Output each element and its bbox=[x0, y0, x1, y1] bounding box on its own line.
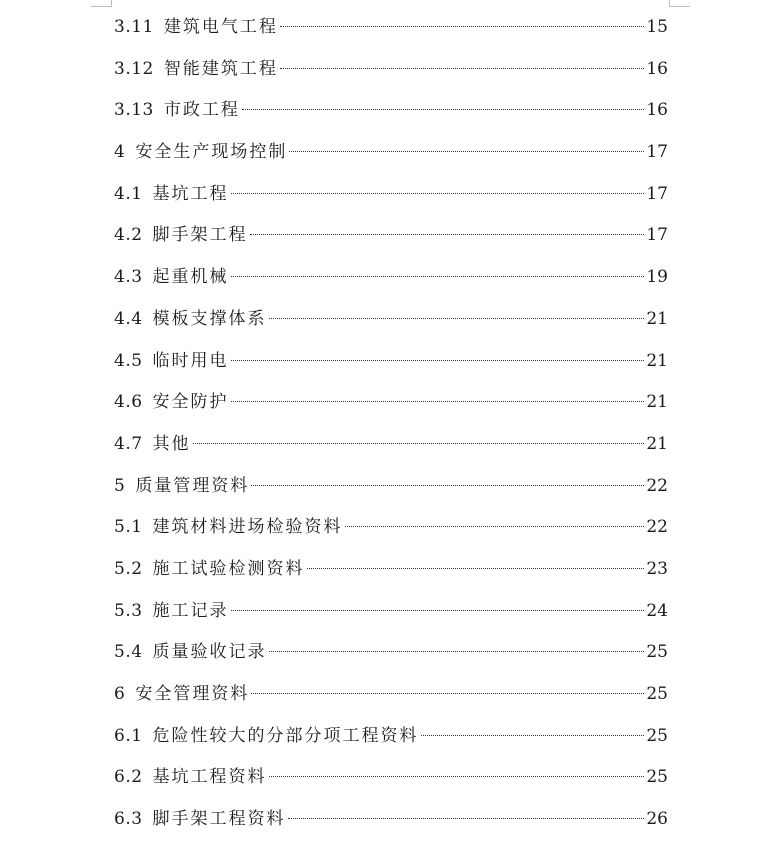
toc-entry[interactable] bbox=[114, 382, 668, 424]
toc-entry-page-number: 21 bbox=[646, 392, 668, 413]
toc-dot-leader bbox=[421, 735, 645, 736]
toc-entry-title: 安全生产现场控制 bbox=[135, 142, 288, 163]
toc-entry-page-number: 16 bbox=[646, 58, 668, 79]
toc-dot-leader bbox=[231, 401, 645, 402]
toc-entry-number: 4.5 bbox=[114, 350, 143, 371]
toc-entry-number: 4.3 bbox=[114, 267, 143, 288]
toc-entry[interactable] bbox=[114, 174, 668, 216]
toc-dot-leader bbox=[289, 151, 644, 152]
toc-dot-leader bbox=[231, 193, 645, 194]
toc-dot-leader bbox=[269, 776, 645, 777]
toc-entry-page-number: 25 bbox=[646, 684, 668, 704]
crop-mark-right bbox=[669, 0, 690, 7]
toc-entry-number: 4.1 bbox=[114, 183, 143, 204]
toc-entry-title: 起重机械 bbox=[152, 267, 229, 288]
toc-dot-leader bbox=[280, 26, 645, 27]
toc-entry-number: 5 bbox=[114, 475, 126, 496]
table-of-contents bbox=[114, 7, 668, 841]
toc-entry-number: 3.13 bbox=[114, 100, 154, 121]
toc-dot-leader bbox=[269, 651, 645, 652]
toc-entry-page-number: 25 bbox=[646, 642, 668, 663]
toc-dot-leader bbox=[231, 610, 645, 611]
toc-entry-page-number: 17 bbox=[646, 183, 668, 204]
toc-entry-page-number: 21 bbox=[646, 308, 668, 329]
toc-entry[interactable] bbox=[114, 7, 668, 49]
toc-entry-title: 质量管理资料 bbox=[135, 475, 250, 496]
toc-entry[interactable] bbox=[114, 215, 668, 257]
toc-entry-title: 安全管理资料 bbox=[135, 684, 250, 704]
toc-dot-leader bbox=[193, 443, 645, 444]
toc-entry-page-number: 17 bbox=[646, 225, 668, 246]
toc-dot-leader bbox=[250, 234, 645, 235]
toc-dot-leader bbox=[345, 526, 645, 527]
toc-entry-page-number: 15 bbox=[646, 17, 668, 37]
toc-entry[interactable] bbox=[114, 49, 668, 91]
toc-dot-leader bbox=[231, 360, 645, 361]
toc-entry[interactable] bbox=[114, 424, 668, 466]
toc-entry-number: 3.11 bbox=[114, 17, 154, 37]
toc-entry[interactable] bbox=[114, 799, 668, 841]
toc-entry-page-number: 24 bbox=[646, 600, 668, 621]
toc-entry-page-number: 25 bbox=[646, 767, 668, 788]
toc-entry-number: 4.4 bbox=[114, 308, 143, 329]
toc-entry-number: 4.6 bbox=[114, 392, 143, 413]
toc-entry[interactable] bbox=[114, 716, 668, 758]
toc-entry-title: 临时用电 bbox=[152, 350, 229, 371]
toc-entry-page-number: 21 bbox=[646, 350, 668, 371]
toc-entry-title: 基坑工程 bbox=[152, 183, 229, 204]
toc-entry[interactable] bbox=[114, 507, 668, 549]
toc-entry[interactable] bbox=[114, 591, 668, 633]
toc-dot-leader bbox=[231, 276, 645, 277]
toc-dot-leader bbox=[280, 68, 645, 69]
toc-entry-page-number: 26 bbox=[646, 809, 668, 830]
toc-entry-number: 5.3 bbox=[114, 600, 143, 621]
toc-entry-page-number: 21 bbox=[646, 433, 668, 454]
toc-entry-title: 建筑材料进场检验资料 bbox=[152, 517, 343, 538]
toc-entry[interactable] bbox=[114, 299, 668, 341]
toc-dot-leader bbox=[251, 485, 644, 486]
toc-entry-title: 施工记录 bbox=[152, 600, 229, 621]
toc-entry-title: 安全防护 bbox=[152, 392, 229, 413]
toc-entry-title: 市政工程 bbox=[163, 100, 240, 121]
toc-entry-page-number: 22 bbox=[646, 475, 668, 496]
toc-entry-title: 建筑电气工程 bbox=[163, 17, 278, 37]
toc-entry-title: 其他 bbox=[152, 433, 191, 454]
toc-entry-number: 5.4 bbox=[114, 642, 143, 663]
toc-entry-number: 5.1 bbox=[114, 517, 143, 538]
toc-entry-number: 6.2 bbox=[114, 767, 143, 788]
toc-entry[interactable] bbox=[114, 132, 668, 174]
toc-entry[interactable] bbox=[114, 674, 668, 716]
toc-entry-title: 基坑工程资料 bbox=[152, 767, 267, 788]
toc-entry-title: 脚手架工程资料 bbox=[152, 809, 286, 830]
toc-entry[interactable] bbox=[114, 757, 668, 799]
toc-entry-title: 脚手架工程 bbox=[152, 225, 248, 246]
toc-entry-number: 4.2 bbox=[114, 225, 143, 246]
toc-dot-leader bbox=[251, 693, 644, 694]
toc-entry-title: 危险性较大的分部分项工程资料 bbox=[152, 725, 419, 746]
toc-entry[interactable] bbox=[114, 341, 668, 383]
toc-entry[interactable] bbox=[114, 257, 668, 299]
toc-entry-title: 施工试验检测资料 bbox=[152, 558, 305, 579]
toc-entry-page-number: 17 bbox=[646, 142, 668, 163]
toc-entry-page-number: 19 bbox=[646, 267, 668, 288]
toc-entry-number: 6 bbox=[114, 684, 126, 704]
crop-mark-left bbox=[91, 0, 112, 7]
toc-entry-page-number: 23 bbox=[646, 558, 668, 579]
toc-dot-leader bbox=[288, 818, 645, 819]
toc-entry-number: 6.3 bbox=[114, 809, 143, 830]
toc-entry-title: 模板支撑体系 bbox=[152, 308, 267, 329]
toc-entry-title: 质量验收记录 bbox=[152, 642, 267, 663]
toc-dot-leader bbox=[269, 318, 645, 319]
toc-entry-page-number: 16 bbox=[646, 100, 668, 121]
toc-entry-number: 3.12 bbox=[114, 58, 154, 79]
toc-entry[interactable] bbox=[114, 466, 668, 508]
toc-entry-number: 4 bbox=[114, 142, 126, 163]
toc-entry[interactable] bbox=[114, 632, 668, 674]
toc-entry-title: 智能建筑工程 bbox=[163, 58, 278, 79]
toc-entry-number: 4.7 bbox=[114, 433, 143, 454]
toc-entry-page-number: 25 bbox=[646, 725, 668, 746]
toc-dot-leader bbox=[307, 568, 645, 569]
toc-entry[interactable] bbox=[114, 90, 668, 132]
toc-entry-page-number: 22 bbox=[646, 517, 668, 538]
toc-entry-number: 5.2 bbox=[114, 558, 143, 579]
toc-dot-leader bbox=[242, 109, 645, 110]
toc-entry-number: 6.1 bbox=[114, 725, 143, 746]
toc-entry[interactable] bbox=[114, 549, 668, 591]
